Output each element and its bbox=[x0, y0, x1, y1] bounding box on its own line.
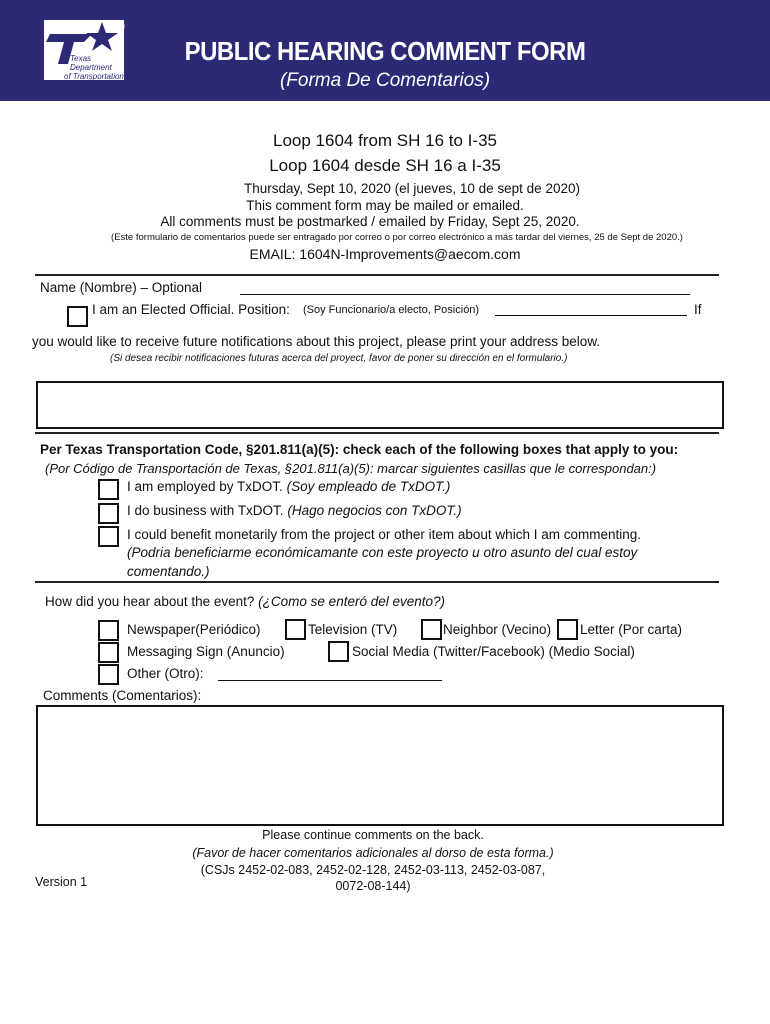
project-title-en: Loop 1604 from SH 16 to I-35 bbox=[273, 131, 497, 150]
benefit-label-es-2: comentando.) bbox=[127, 564, 210, 579]
elected-official-checkbox[interactable] bbox=[67, 306, 88, 327]
position-field[interactable] bbox=[495, 303, 687, 316]
divider-2 bbox=[35, 432, 719, 434]
newspaper-checkbox[interactable] bbox=[98, 620, 119, 641]
project-title-es: Loop 1604 desde SH 16 a I-35 bbox=[269, 156, 501, 175]
divider-1 bbox=[35, 274, 719, 276]
logo-text-1: Texas bbox=[70, 54, 92, 63]
other-field[interactable] bbox=[218, 668, 442, 681]
email-address: EMAIL: 1604N-Improvements@aecom.com bbox=[249, 246, 521, 262]
television-label: Television (TV) bbox=[308, 622, 398, 637]
employed-label: I am employed by TxDOT. (Soy empleado de TxDOT.) bbox=[127, 479, 451, 494]
version-label: Version 1 bbox=[35, 875, 88, 889]
messaging-sign-checkbox[interactable] bbox=[98, 642, 119, 663]
benefit-label: I could benefit monetarily from the project or other item about which I am commenting. bbox=[127, 527, 641, 542]
notify-text-es: (Si desea recibir notificaciones futuras acerca del proyect, favor de poner su dirección en el formulario.) bbox=[110, 353, 568, 364]
event-question: How did you hear about the event? (¿Como se enteró del evento?) bbox=[45, 594, 446, 609]
neighbor-checkbox[interactable] bbox=[421, 619, 442, 640]
business-label: I do business with TxDOT. (Hago negocios con TxDOT.) bbox=[127, 503, 462, 518]
social-media-checkbox[interactable] bbox=[328, 641, 349, 662]
spanish-deadline-note: (Este formulario de comentarios puede ser entragado por correo o por correo electrónico a más tardar del viernes, 25 de Sept de 2020.) bbox=[111, 232, 683, 243]
page-subtitle: (Forma De Comentarios) bbox=[279, 70, 491, 91]
letter-label: Letter (Por carta) bbox=[580, 622, 683, 637]
continue-note: Please continue comments on the back. bbox=[262, 828, 484, 842]
address-input[interactable] bbox=[36, 381, 724, 429]
comments-input[interactable] bbox=[36, 705, 724, 826]
newspaper-label: Newspaper(Periódico) bbox=[127, 622, 261, 637]
benefit-label-es-1: (Podria beneficiarme económicamante con este proyecto u otro asunto del cual estoy bbox=[127, 545, 638, 560]
deadline-note: All comments must be postmarked / emailed by Friday, Sept 25, 2020. bbox=[160, 214, 580, 229]
hearing-date: Thursday, Sept 10, 2020 (el jueves, 10 de sept de 2020) bbox=[244, 181, 580, 196]
name-label: Name (Nombre) – Optional bbox=[40, 280, 203, 295]
employed-checkbox[interactable] bbox=[98, 479, 119, 500]
comments-label: Comments (Comentarios): bbox=[43, 688, 202, 703]
mail-note: This comment form may be mailed or emailed. bbox=[246, 198, 524, 213]
messaging-sign-label: Messaging Sign (Anuncio) bbox=[127, 644, 285, 659]
registered-mark: ® bbox=[120, 24, 126, 31]
continue-note-es: (Favor de hacer comentarios adicionales al dorso de esta forma.) bbox=[192, 846, 554, 860]
logo-text-2: Department bbox=[70, 63, 112, 72]
elected-official-label-es: (Soy Funcionario/a electo, Posición) bbox=[303, 304, 480, 316]
notify-text: you would like to receive future notifications about this project, please print your address below. bbox=[32, 334, 601, 349]
divider-3 bbox=[35, 581, 719, 583]
csj-line-1: (CSJs 2452-02-083, 2452-02-128, 2452-03-113, 2452-03-087, bbox=[200, 863, 546, 877]
neighbor-label: Neighbor (Vecino) bbox=[443, 622, 552, 637]
logo-text-3: of Transportation bbox=[64, 72, 124, 81]
letter-checkbox[interactable] bbox=[557, 619, 578, 640]
name-field[interactable] bbox=[240, 280, 690, 295]
benefit-checkbox[interactable] bbox=[98, 526, 119, 547]
television-checkbox[interactable] bbox=[285, 619, 306, 640]
code-heading-es: (Por Código de Transportación de Texas, §201.811(a)(5): marcar siguientes casillas que le correspondan:) bbox=[45, 461, 657, 476]
other-label: Other (Otro): bbox=[127, 666, 204, 681]
page-title: PUBLIC HEARING COMMENT FORM bbox=[184, 36, 586, 66]
csj-line-2: 0072-08-144) bbox=[335, 879, 411, 893]
elected-official-label: I am an Elected Official. Position: bbox=[92, 302, 290, 317]
social-media-label: Social Media (Twitter/Facebook) (Medio Social) bbox=[352, 644, 635, 659]
other-checkbox[interactable] bbox=[98, 664, 119, 685]
code-heading: Per Texas Transportation Code, §201.811(a)(5): check each of the following boxes that apply to you: bbox=[40, 442, 679, 457]
if-text: If bbox=[694, 302, 702, 317]
business-checkbox[interactable] bbox=[98, 503, 119, 524]
